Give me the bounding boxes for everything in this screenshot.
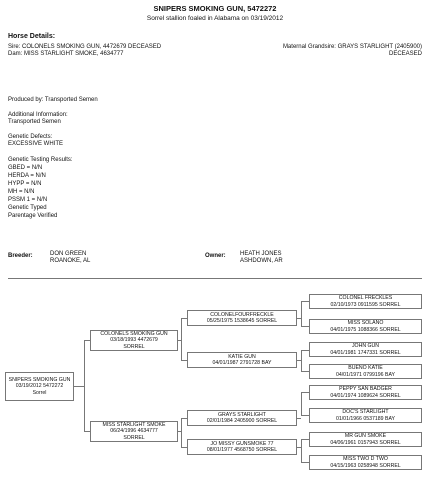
sire-color: SORREL xyxy=(123,343,145,350)
genetic-test-result: PSSM 1 = N/N xyxy=(8,197,48,203)
genetic-test-result: HERDA = N/N xyxy=(8,173,46,179)
ancestor-name: JOHN GUN xyxy=(351,343,380,350)
ancestor-details: 01/01/1966 0537189 BAY xyxy=(335,415,396,422)
pedigree-sire xyxy=(90,330,178,351)
dam-details: 06/24/1996 4634777 xyxy=(110,428,158,435)
ancestor-details: 04/01/1974 1089624 SORREL xyxy=(330,392,401,399)
pedigree-dam-sire xyxy=(187,410,297,426)
ancestor-details: 02/10/1973 0911595 SORREL xyxy=(330,301,401,308)
breeder-label: Breeder: xyxy=(8,253,33,259)
ancestor-name: DOC'S STARLIGHT xyxy=(342,409,389,416)
dam-name: MISS STARLIGHT SMOKE xyxy=(102,422,166,429)
additional-info-label: Additional Information: xyxy=(8,112,68,118)
pedigree-ancestor xyxy=(309,294,422,309)
ancestor-details: 04/01/1981 1747331 SORREL xyxy=(330,349,401,356)
sire-dam-details: 04/01/1987 2791728 BAY xyxy=(212,360,272,366)
page-subtitle: Sorrel stallion foaled in Alabama on 03/19/2012 xyxy=(146,15,284,22)
pedigree-dam xyxy=(90,421,178,442)
dam-color: SORREL xyxy=(123,434,145,441)
pedigree-ancestor xyxy=(309,319,422,334)
pedigree-ancestor xyxy=(309,455,422,470)
ancestor-details: 04/15/1963 0258948 SORREL xyxy=(330,462,401,469)
pedigree-ancestor xyxy=(309,385,422,400)
dam-sire-details: 02/01/1984 2405900 SORREL xyxy=(206,418,278,424)
page-title: SNIPERS SMOKING GUN, 5472272 xyxy=(153,4,277,13)
pedigree-dam-dam xyxy=(187,439,297,455)
subject-color: Sorrel xyxy=(32,389,47,396)
sire-dam-name: KATIE GUN xyxy=(228,353,256,360)
pedigree-ancestor xyxy=(309,364,422,379)
ancestor-name: MISS SOLANO xyxy=(347,320,384,327)
genetic-test-result: Genetic Typed xyxy=(8,205,47,211)
subject-details: 03/19/2012 5472272 xyxy=(15,383,64,390)
horse-details-heading: Horse Details: xyxy=(8,33,56,40)
ancestor-name: COLONEL FRECKLES xyxy=(338,295,393,302)
pedigree-sire-sire xyxy=(187,310,297,326)
pedigree-ancestor xyxy=(309,432,422,447)
breeder-name: DON GREEN xyxy=(50,251,87,257)
sire-name: COLONELS SMOKING GUN xyxy=(100,331,168,338)
produced-by: Produced by: Transported Semen xyxy=(8,97,98,103)
genetic-test-result: Parentage Verified xyxy=(8,213,58,219)
ancestor-details: 04/06/1961 0157943 SORREL xyxy=(330,439,401,446)
genetic-testing-label: Genetic Testing Results: xyxy=(8,157,73,163)
genetic-test-result: GBED = N/N xyxy=(8,165,43,171)
pedigree-ancestor xyxy=(309,408,422,423)
genetic-defects-value: EXCESSIVE WHITE xyxy=(8,141,64,147)
sire-sire-details: 05/25/1975 1538645 SORREL xyxy=(206,318,278,324)
dam-dam-name: JO MISSY GUNSMOKE 77 xyxy=(210,440,274,447)
sire-line: Sire: COLONELS SMOKING GUN, 4472679 DECEASED xyxy=(8,44,162,50)
ancestor-name: MR GUN SMOKE xyxy=(344,433,387,440)
owner-location: ASHDOWN, AR xyxy=(240,258,283,264)
genetic-defects-label: Genetic Defects: xyxy=(8,134,53,140)
pedigree-sire-dam xyxy=(187,352,297,368)
ancestor-name: PEPPY SAN BADGER xyxy=(339,386,392,393)
ancestor-name: MISS TWO D TWO xyxy=(343,456,388,463)
breeder-location: ROANOKE, AL xyxy=(50,258,91,264)
ancestor-details: 04/01/1971 0799196 BAY xyxy=(335,371,396,378)
maternal-grandsire-line: Maternal Grandsire: GRAYS STARLIGHT (2405900) xyxy=(282,44,422,50)
sire-details: 03/18/1993 4472679 xyxy=(110,337,158,344)
dam-sire-name: GRAYS STARLIGHT xyxy=(218,411,266,418)
pedigree-subject xyxy=(5,372,74,401)
sire-sire-name: COLONELFOURFRECKLE xyxy=(210,311,274,318)
genetic-test-result: MH = N/N xyxy=(8,189,35,195)
owner-name: HEATH JONES xyxy=(240,251,282,257)
section-divider xyxy=(8,278,422,279)
ancestor-name: BUENO KATIE xyxy=(348,365,383,372)
ancestor-details: 04/01/1975 1088366 SORREL xyxy=(330,326,401,333)
additional-info-value: Transported Semen xyxy=(8,119,61,125)
subject-name: SNIPERS SMOKING GUN xyxy=(8,377,71,384)
dam-line: Dam: MISS STARLIGHT SMOKE, 4634777 xyxy=(8,51,124,57)
maternal-grandsire-status: DECEASED xyxy=(388,51,422,57)
owner-label: Owner: xyxy=(205,253,226,259)
pedigree-ancestor xyxy=(309,342,422,357)
dam-dam-details: 08/01/1977 4568750 SORREL xyxy=(206,447,278,453)
genetic-test-result: HYPP = N/N xyxy=(8,181,42,187)
